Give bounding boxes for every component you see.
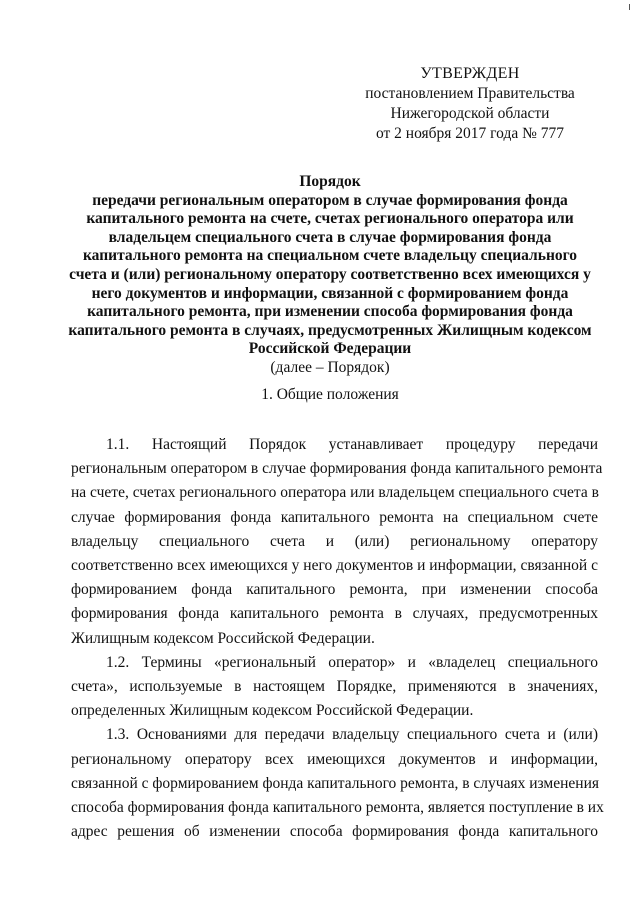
paragraph-1-1	[71, 433, 603, 651]
scan-mark	[629, 4, 632, 10]
title-line: передачи региональным оператором в случае формирования фонда	[92, 191, 568, 209]
text-line: владельцу специального счета и (или) региональному оператору	[71, 532, 598, 550]
title-line: капитального ремонта на специальном счете владельцу специального	[82, 247, 578, 265]
approval-line: Нижегородской области	[390, 105, 550, 122]
text-line: адрес решения об изменении способа формирования фонда капитального	[71, 823, 598, 841]
text-line: 1.1. Настоящий Порядок устанавливает процедуру передачи	[106, 436, 598, 453]
text-line: случае формирования фонда капитального ремонта на специальном счете	[71, 508, 598, 526]
text-line: счета», используемые в настоящем Порядке, применяются в значениях,	[71, 678, 598, 696]
paragraph-1-2	[71, 651, 598, 724]
approval-stamp	[350, 64, 590, 144]
title-short-name: (далее – Порядок)	[270, 358, 390, 376]
title-line: Российской Федерации	[248, 340, 412, 358]
text-line: Жилищным кодексом Российской Федерации.	[71, 629, 375, 647]
approval-line: постановлением Правительства	[365, 85, 575, 102]
title-line: него документов и информации, связанной с формированием фонда	[91, 284, 569, 302]
text-line: региональным оператором в случае формирования фонда капитального ремонта	[71, 460, 603, 478]
document-title	[60, 173, 600, 378]
text-line: формирования фонда капитального ремонта в случаях, предусмотренных	[71, 605, 598, 623]
title-line: капитального ремонта на счете, счетах регионального оператора или	[86, 210, 574, 228]
section-heading: 1. Общие положения	[261, 386, 399, 403]
title-line: счета и (или) региональному оператору соответственно всех имеющихся у	[69, 265, 591, 283]
text-line: на счете, счетах регионального оператора или владельцем специального счета в	[71, 484, 599, 502]
approval-title: УТВЕРЖДЕН	[420, 65, 520, 82]
text-line: связанной с формированием фонда капитального ремонта, в случаях изменения	[71, 774, 600, 792]
text-line: определенных Жилищным кодексом Российской Федерации.	[71, 702, 474, 720]
body-text	[71, 433, 604, 844]
text-line: региональному оператору всех имеющихся документов и информации,	[71, 750, 598, 768]
paragraph-1-3	[71, 723, 604, 844]
text-line: формированием фонда капитального ремонта, при изменении способа	[71, 581, 598, 599]
title-line: владельцем специального счета в случае формирования фонда	[108, 228, 552, 246]
title-line: капитального ремонта, при изменении способа формирования фонда	[87, 303, 573, 321]
text-line: 1.2. Термины «региональный оператор» и «владелец специального	[106, 653, 598, 671]
title-line: капитального ремонта в случаях, предусмотренных Жилищным кодексом	[68, 321, 592, 339]
approval-date: от 2 ноября 2017 года № 777	[375, 125, 565, 142]
text-line: 1.3. Основаниями для передачи владельцу специального счета и (или)	[106, 726, 598, 744]
text-line: способа формирования фонда капитального ремонта, является поступление в их	[71, 799, 604, 817]
text-line: соответственно всех имеющихся у него документов и информации, связанной с	[71, 557, 598, 575]
title-heading: Порядок	[299, 173, 361, 190]
